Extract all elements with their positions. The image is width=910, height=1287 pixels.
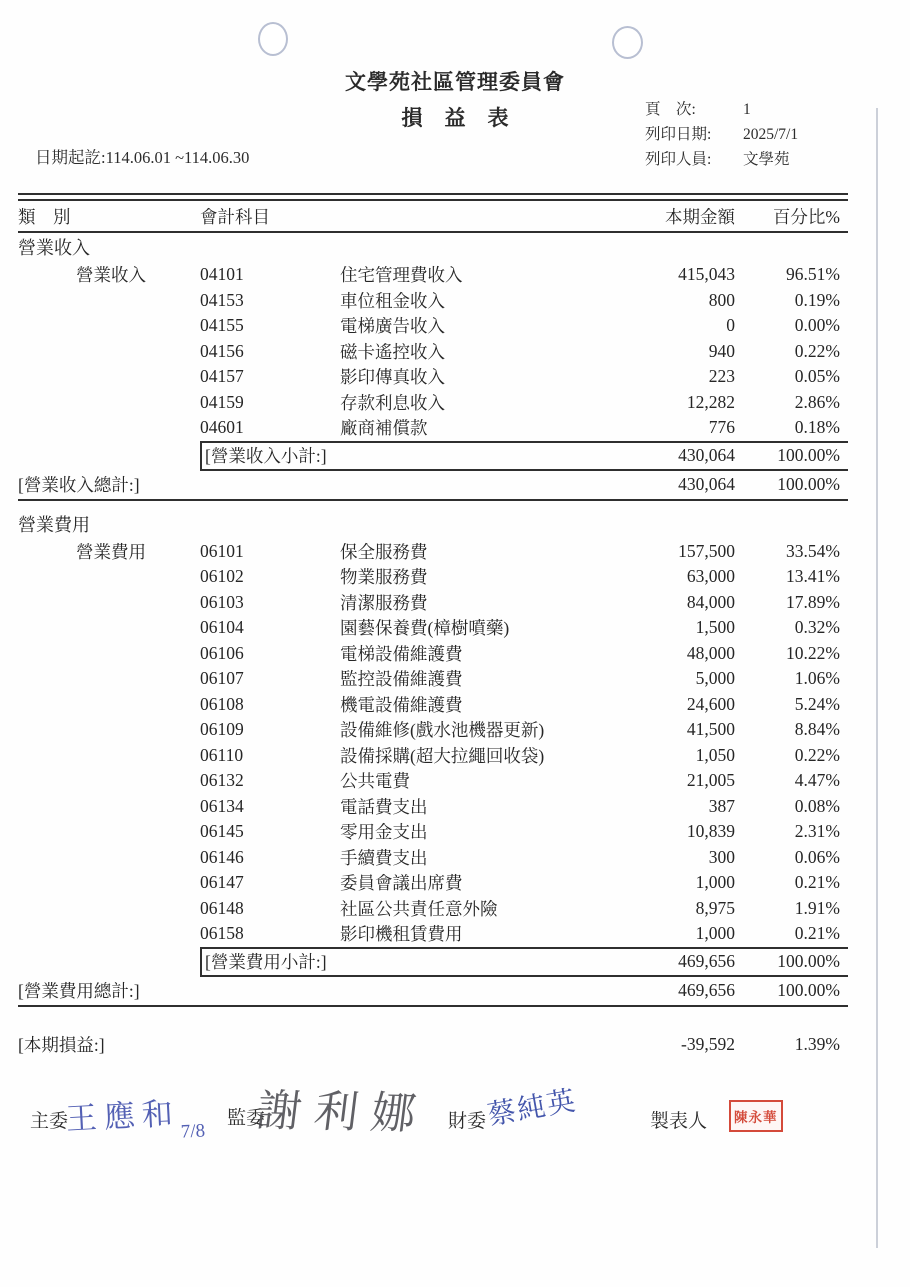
row-percent: 2.31%	[794, 821, 840, 842]
row-account-code: 06103	[200, 591, 244, 612]
net-income-amount: -39,592	[681, 1034, 735, 1054]
row-amount: 300	[708, 846, 735, 867]
revenue-total-label: [營業收入總計:]	[18, 475, 140, 495]
row-amount: 800	[708, 289, 735, 310]
row-account-code: 04101	[200, 264, 244, 285]
row-amount: 940	[708, 340, 735, 361]
table-row	[18, 717, 848, 743]
expense-total-label: [營業費用總計:]	[18, 981, 140, 1001]
row-account-code: 04153	[200, 289, 244, 310]
date-range-value: 114.06.01 ~114.06.30	[105, 148, 250, 167]
row-account-name: 機電設備維護費	[340, 694, 463, 715]
organization-title: 文學苑社區管理委員會	[345, 70, 565, 94]
table-row	[18, 415, 848, 441]
print-date-row	[645, 122, 798, 147]
date-range	[35, 144, 249, 168]
row-account-name: 存款利息收入	[340, 392, 445, 413]
report-title: 損益表	[401, 106, 531, 130]
row-account-code: 04157	[200, 366, 244, 387]
row-account-name: 電梯廣告收入	[340, 316, 445, 337]
row-account-code: 06108	[200, 693, 244, 714]
row-percent: 33.54%	[786, 540, 840, 561]
date-range-label: 日期起訖:	[35, 148, 106, 167]
page-number-value: 1	[743, 101, 751, 118]
row-account-code: 04601	[200, 417, 244, 438]
row-category: 營業費用	[76, 541, 146, 562]
column-header-category: 類 別	[18, 206, 71, 227]
table-row	[18, 819, 848, 845]
row-percent: 13.41%	[786, 566, 840, 587]
table-row	[18, 313, 848, 339]
table-row	[18, 896, 848, 922]
row-percent: 2.86%	[794, 391, 840, 412]
paper-edge-line	[876, 108, 878, 1248]
row-amount: 10,839	[686, 821, 735, 842]
section-gap	[18, 501, 848, 510]
print-user-row	[645, 147, 798, 172]
revenue-total-row	[18, 471, 848, 501]
expense-total-amount: 469,656	[678, 980, 735, 1000]
table-row	[18, 743, 848, 769]
row-account-code: 06104	[200, 617, 244, 638]
row-account-code: 06110	[200, 744, 244, 765]
row-amount: 48,000	[686, 642, 735, 663]
expense-section-label: 營業費用	[18, 514, 90, 535]
row-percent: 0.22%	[794, 744, 840, 765]
punch-hole-right	[612, 26, 643, 59]
table-row	[18, 666, 848, 692]
revenue-total-percent: 100.00%	[777, 474, 840, 494]
table-row	[18, 794, 848, 820]
row-amount: 1,500	[695, 617, 735, 638]
preparer-label: 製表人	[650, 1111, 708, 1132]
row-account-code: 06132	[200, 770, 244, 791]
row-account-name: 監控設備維護費	[340, 669, 463, 690]
table-row	[18, 339, 848, 365]
row-amount: 1,050	[695, 744, 735, 765]
row-amount: 387	[708, 795, 735, 816]
row-account-name: 保全服務費	[340, 541, 428, 562]
row-percent: 1.06%	[794, 668, 840, 689]
row-account-code: 04156	[200, 340, 244, 361]
row-percent: 96.51%	[786, 264, 840, 285]
row-percent: 0.19%	[794, 289, 840, 310]
row-account-name: 社區公共責任意外險	[340, 898, 498, 919]
preparer-name-stamp: 陳永華	[729, 1100, 783, 1132]
table-row	[18, 615, 848, 641]
row-account-code: 04155	[200, 315, 244, 336]
row-percent: 0.21%	[794, 923, 840, 944]
row-account-name: 車位租金收入	[340, 290, 445, 311]
row-account-code: 06146	[200, 846, 244, 867]
income-statement-table	[18, 193, 848, 1059]
table-header-row	[18, 201, 848, 233]
treasurer-label: 財委	[448, 1111, 487, 1132]
row-percent: 0.22%	[794, 340, 840, 361]
net-income-percent: 1.39%	[794, 1034, 840, 1054]
row-account-code: 04159	[200, 391, 244, 412]
column-header-amount: 本期金額	[665, 206, 735, 227]
expense-total-row	[18, 977, 848, 1007]
chair-signature	[65, 1086, 206, 1149]
expense-subtotal-row	[200, 947, 848, 977]
print-meta-block	[645, 97, 798, 172]
supervisor-signature: 謝利娜	[254, 1086, 432, 1139]
revenue-total-amount: 430,064	[678, 474, 735, 494]
row-amount: 41,500	[686, 719, 735, 740]
row-amount: 8,975	[695, 897, 735, 918]
row-account-code: 06134	[200, 795, 244, 816]
row-amount: 5,000	[695, 668, 735, 689]
row-account-name: 零用金支出	[340, 822, 428, 843]
chair-label: 主委	[30, 1111, 69, 1132]
row-account-name: 物業服務費	[340, 567, 428, 588]
signature-block	[0, 1085, 910, 1280]
row-amount: 415,043	[678, 264, 735, 285]
table-row	[18, 288, 848, 314]
row-account-name: 園藝保養費(樟樹噴藥)	[340, 618, 510, 639]
chair-signature-date: 7/8	[180, 1120, 206, 1143]
row-percent: 10.22%	[786, 642, 840, 663]
row-account-name: 磁卡遙控收入	[340, 341, 445, 362]
row-amount: 63,000	[686, 566, 735, 587]
row-account-name: 手續費支出	[340, 847, 428, 868]
expense-total-percent: 100.00%	[777, 980, 840, 1000]
row-account-code: 06107	[200, 668, 244, 689]
row-amount: 1,000	[695, 923, 735, 944]
row-account-name: 設備維修(戲水池機器更新)	[340, 720, 545, 741]
row-account-code: 06102	[200, 566, 244, 587]
revenue-subtotal-percent: 100.00%	[777, 445, 840, 465]
table-row	[18, 262, 848, 288]
row-account-code: 06158	[200, 923, 244, 944]
row-percent: 4.47%	[794, 770, 840, 791]
row-amount: 21,005	[686, 770, 735, 791]
chair-signature-name: 王應和	[65, 1095, 181, 1137]
revenue-subtotal-row	[200, 441, 848, 471]
row-percent: 1.91%	[794, 897, 840, 918]
print-date-label: 列印日期:	[645, 126, 712, 143]
expense-subtotal-amount: 469,656	[678, 951, 735, 971]
table-row	[18, 390, 848, 416]
expense-subtotal-percent: 100.00%	[777, 951, 840, 971]
column-header-percent: 百分比%	[772, 206, 840, 227]
revenue-section-label: 營業收入	[18, 238, 90, 258]
row-account-code: 06145	[200, 821, 244, 842]
net-income-label: [本期損益:]	[18, 1035, 105, 1055]
row-account-code: 06148	[200, 897, 244, 918]
row-account-code: 06106	[200, 642, 244, 663]
punch-hole-left	[258, 22, 288, 56]
row-amount: 223	[708, 366, 735, 387]
row-account-name: 廠商補償款	[340, 418, 428, 439]
table-row	[18, 845, 848, 871]
print-user-label: 列印人員:	[645, 151, 712, 168]
row-amount: 157,500	[678, 540, 735, 561]
expense-subtotal-label: [營業費用小計:]	[205, 952, 327, 972]
row-account-name: 公共電費	[340, 771, 410, 792]
row-category: 營業收入	[76, 265, 146, 286]
revenue-rows	[18, 262, 848, 441]
expense-rows	[18, 539, 848, 947]
row-account-code: 06147	[200, 872, 244, 893]
table-row	[18, 364, 848, 390]
table-row	[18, 870, 848, 896]
table-row	[18, 539, 848, 565]
row-amount: 12,282	[686, 391, 735, 412]
table-row	[18, 692, 848, 718]
column-header-account: 會計科目	[200, 206, 270, 227]
row-percent: 0.08%	[794, 795, 840, 816]
row-account-name: 影印機租賃費用	[340, 924, 463, 945]
row-percent: 0.21%	[794, 872, 840, 893]
row-percent: 5.24%	[794, 693, 840, 714]
net-income-row	[18, 1031, 848, 1059]
row-percent: 0.05%	[794, 366, 840, 387]
row-percent: 17.89%	[786, 591, 840, 612]
page-number-label: 頁 次:	[645, 101, 696, 118]
revenue-subtotal-label: [營業收入小計:]	[205, 446, 327, 466]
row-account-code: 06109	[200, 719, 244, 740]
page-number-row	[645, 97, 798, 122]
row-account-name: 委員會議出席費	[340, 873, 463, 894]
table-row	[18, 768, 848, 794]
row-account-name: 清潔服務費	[340, 592, 428, 613]
table-row	[18, 564, 848, 590]
row-account-code: 06101	[200, 540, 244, 561]
row-account-name: 住宅管理費收入	[340, 265, 463, 286]
row-percent: 0.00%	[794, 315, 840, 336]
table-row	[18, 641, 848, 667]
row-percent: 0.06%	[794, 846, 840, 867]
table-row	[18, 590, 848, 616]
revenue-subtotal-amount: 430,064	[678, 445, 735, 465]
row-percent: 8.84%	[794, 719, 840, 740]
print-date-value: 2025/7/1	[743, 126, 799, 143]
row-percent: 0.18%	[794, 417, 840, 438]
row-account-name: 影印傳真收入	[340, 367, 445, 388]
print-user-value: 文學苑	[743, 151, 790, 168]
table-row	[18, 921, 848, 947]
row-percent: 0.32%	[794, 617, 840, 638]
row-account-name: 電話費支出	[340, 796, 428, 817]
row-amount: 0	[726, 315, 735, 336]
row-amount: 84,000	[686, 591, 735, 612]
table-top-double-rule	[18, 193, 848, 201]
net-gap	[18, 1007, 848, 1031]
row-account-name: 設備採購(超大拉繩回收袋)	[340, 745, 545, 766]
row-amount: 776	[708, 417, 735, 438]
row-amount: 24,600	[686, 693, 735, 714]
row-amount: 1,000	[695, 872, 735, 893]
supervisor-label: 監委	[227, 1108, 266, 1129]
row-account-name: 電梯設備維護費	[340, 643, 463, 664]
treasurer-signature: 蔡純英	[485, 1085, 580, 1132]
